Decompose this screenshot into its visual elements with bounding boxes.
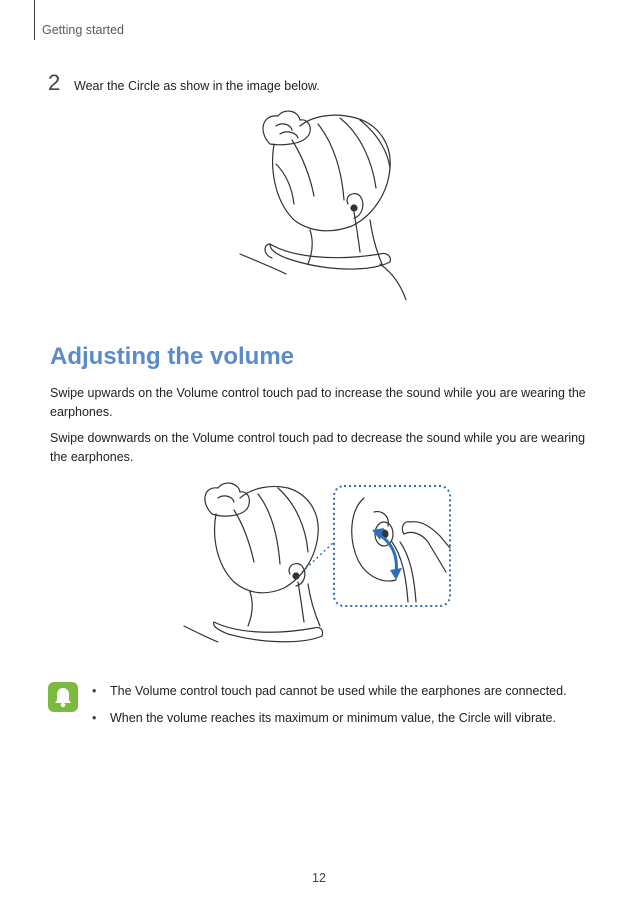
- volume-swipe-illustration: [178, 476, 456, 646]
- step-text: Wear the Circle as show in the image below.: [74, 79, 320, 93]
- bullet: •: [92, 711, 97, 725]
- bell-icon: [48, 682, 78, 712]
- note-icon-badge: [48, 682, 78, 712]
- margin-rule: [34, 0, 35, 40]
- paragraph-swipe-down: Swipe downwards on the Volume control touch pad to decrease the sound while you are wearing the earphones.: [50, 431, 586, 464]
- note-text: When the volume reaches its maximum or minimum value, the Circle will vibrate.: [110, 711, 556, 725]
- running-head: Getting started: [42, 23, 124, 37]
- step-2: [48, 70, 320, 96]
- page-number: 12: [312, 871, 326, 885]
- step-number: 2: [48, 70, 61, 95]
- bullet: •: [92, 684, 97, 698]
- note-item: [92, 709, 567, 728]
- section-title: Adjusting the volume: [50, 343, 295, 370]
- note-text: The Volume control touch pad cannot be used while the earphones are connected.: [110, 684, 567, 698]
- note-item: [92, 682, 567, 701]
- wearing-circle-illustration: [230, 104, 420, 300]
- paragraph-swipe-up: Swipe upwards on the Volume control touch pad to increase the sound while you are wearing the earphones.: [50, 386, 586, 419]
- note-list: [92, 682, 567, 736]
